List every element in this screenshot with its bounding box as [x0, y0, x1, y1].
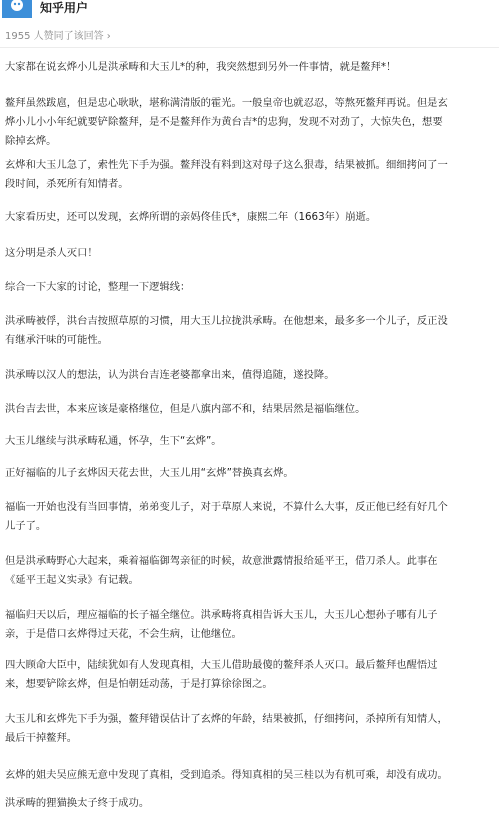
answer-paragraph	[5, 464, 493, 483]
paragraph-line: 大家看历史，还可以发现，玄烨所谓的亲妈佟佳氏*，康熙二年（1663年）崩逝。	[5, 211, 377, 223]
answer-paragraph	[5, 156, 493, 194]
answer-paragraph	[5, 794, 493, 813]
answer-paragraph	[5, 606, 493, 644]
paragraph-line: 亲，于是借口玄烨得过天花，不会生病，让他继位。	[5, 628, 242, 640]
answer-paragraph	[5, 766, 493, 785]
answer-paragraph	[5, 710, 493, 748]
paragraph-line: 但是洪承畴野心大起来，乘着福临御驾亲征的时候，故意泄露情报给延平王，借刀杀人。此事在	[5, 555, 438, 567]
header-divider	[0, 47, 499, 48]
paragraph-line: 玄烨和大玉儿急了，索性先下手为强。鳌拜没有料到这对母子这么狠毒，结果被抓。细细拷问了一	[5, 159, 448, 171]
answer-paragraph	[5, 432, 493, 451]
paragraph-line: 段时间，杀死所有知情者。	[5, 178, 129, 190]
answer-paragraph	[5, 366, 493, 385]
paragraph-line: 洪承畴的狸猫换太子终于成功。	[5, 797, 150, 809]
paragraph-line: 来，想要铲除玄烨，但是怕朝廷动荡，于是打算徐徐图之。	[5, 678, 273, 690]
answer-paragraph	[5, 244, 493, 263]
paragraph-line: 福临归天以后，理应福临的长子福全继位。洪承畴将真相告诉大玉儿，大玉儿心想孙子哪有儿子	[5, 609, 438, 621]
answer-paragraph	[5, 208, 493, 227]
paragraph-line: 鳌拜虽然跋扈，但是忠心耿耿，堪称满清版的霍光。一般皇帝也就忍忍，等熬死鳌拜再说。但是玄	[5, 97, 448, 109]
paragraph-line: 综合一下大家的讨论，整理一下逻辑线：	[5, 281, 191, 293]
paragraph-line: 正好福临的儿子玄烨因天花去世，大玉儿用“玄烨”替换真玄烨。	[5, 467, 294, 479]
answer-paragraph	[5, 278, 493, 297]
paragraph-line: 有继承汗味的可能性。	[5, 334, 108, 346]
paragraph-line: 除掉玄烨。	[5, 135, 57, 147]
answer-paragraph	[5, 498, 493, 536]
paragraph-line: 洪台吉去世，本来应该是豪格继位，但是八旗内部不和，结果居然是福临继位。	[5, 403, 366, 415]
avatar-icon	[2, 0, 32, 18]
paragraph-line: 四大顾命大臣中，陆续犹如有人发现真相，大玉儿借助最傻的鳌拜杀人灭口。最后鳌拜也醒悟过	[5, 659, 438, 671]
paragraph-line: 最后干掉鳌拜。	[5, 732, 78, 744]
answer-paragraph	[5, 656, 493, 694]
paragraph-line: 烨小儿小小年纪就要铲除鳌拜，是不是鳌拜作为黄台吉*的忠狗，发现不对劲了，大惊失色，想要	[5, 116, 443, 128]
paragraph-line: 福临一开始也没有当回事情，弟弟变儿子，对于草原人来说，不算什么大事，反正他已经有好几个	[5, 501, 448, 513]
answer-paragraph	[5, 58, 493, 77]
avatar[interactable]	[2, 0, 32, 18]
agree-count[interactable]: 1955 人赞同了该回答 ›	[5, 31, 111, 42]
author-name[interactable]: 知乎用户	[40, 1, 89, 15]
paragraph-line: 洪承畴以汉人的想法，认为洪台吉连老婆都拿出来，值得追随，遂投降。	[5, 369, 335, 381]
paragraph-line: 大家都在说玄烨小儿是洪承畴和大玉儿*的种，我突然想到另外一件事情，就是鳌拜*！	[5, 61, 397, 73]
paragraph-line: 这分明是杀人灭口！	[5, 247, 98, 259]
paragraph-line: 大玉儿和玄烨先下手为强，鳌拜错误估计了玄烨的年龄，结果被抓，仔细拷问，杀掉所有知情人，	[5, 713, 448, 725]
answer-paragraph	[5, 312, 493, 350]
answer-paragraph	[5, 552, 493, 590]
answer-paragraph	[5, 400, 493, 419]
paragraph-line: 大玉儿继续与洪承畴私通，怀孕，生下“玄烨”。	[5, 435, 222, 447]
paragraph-line: 《延平王起义实录》有记载。	[5, 574, 139, 586]
answer-header	[0, 0, 499, 22]
paragraph-line: 洪承畴被俘，洪台吉按照草原的习惯，用大玉儿拉拢洪承畴。在他想来，最多多一个儿子，反正没	[5, 315, 448, 327]
answer-paragraph	[5, 94, 493, 151]
paragraph-line: 儿子了。	[5, 520, 47, 532]
paragraph-line: 玄烨的姐夫吴应熊无意中发现了真相，受到追杀。得知真相的吴三桂以为有机可乘，却没有成功。	[5, 769, 448, 781]
